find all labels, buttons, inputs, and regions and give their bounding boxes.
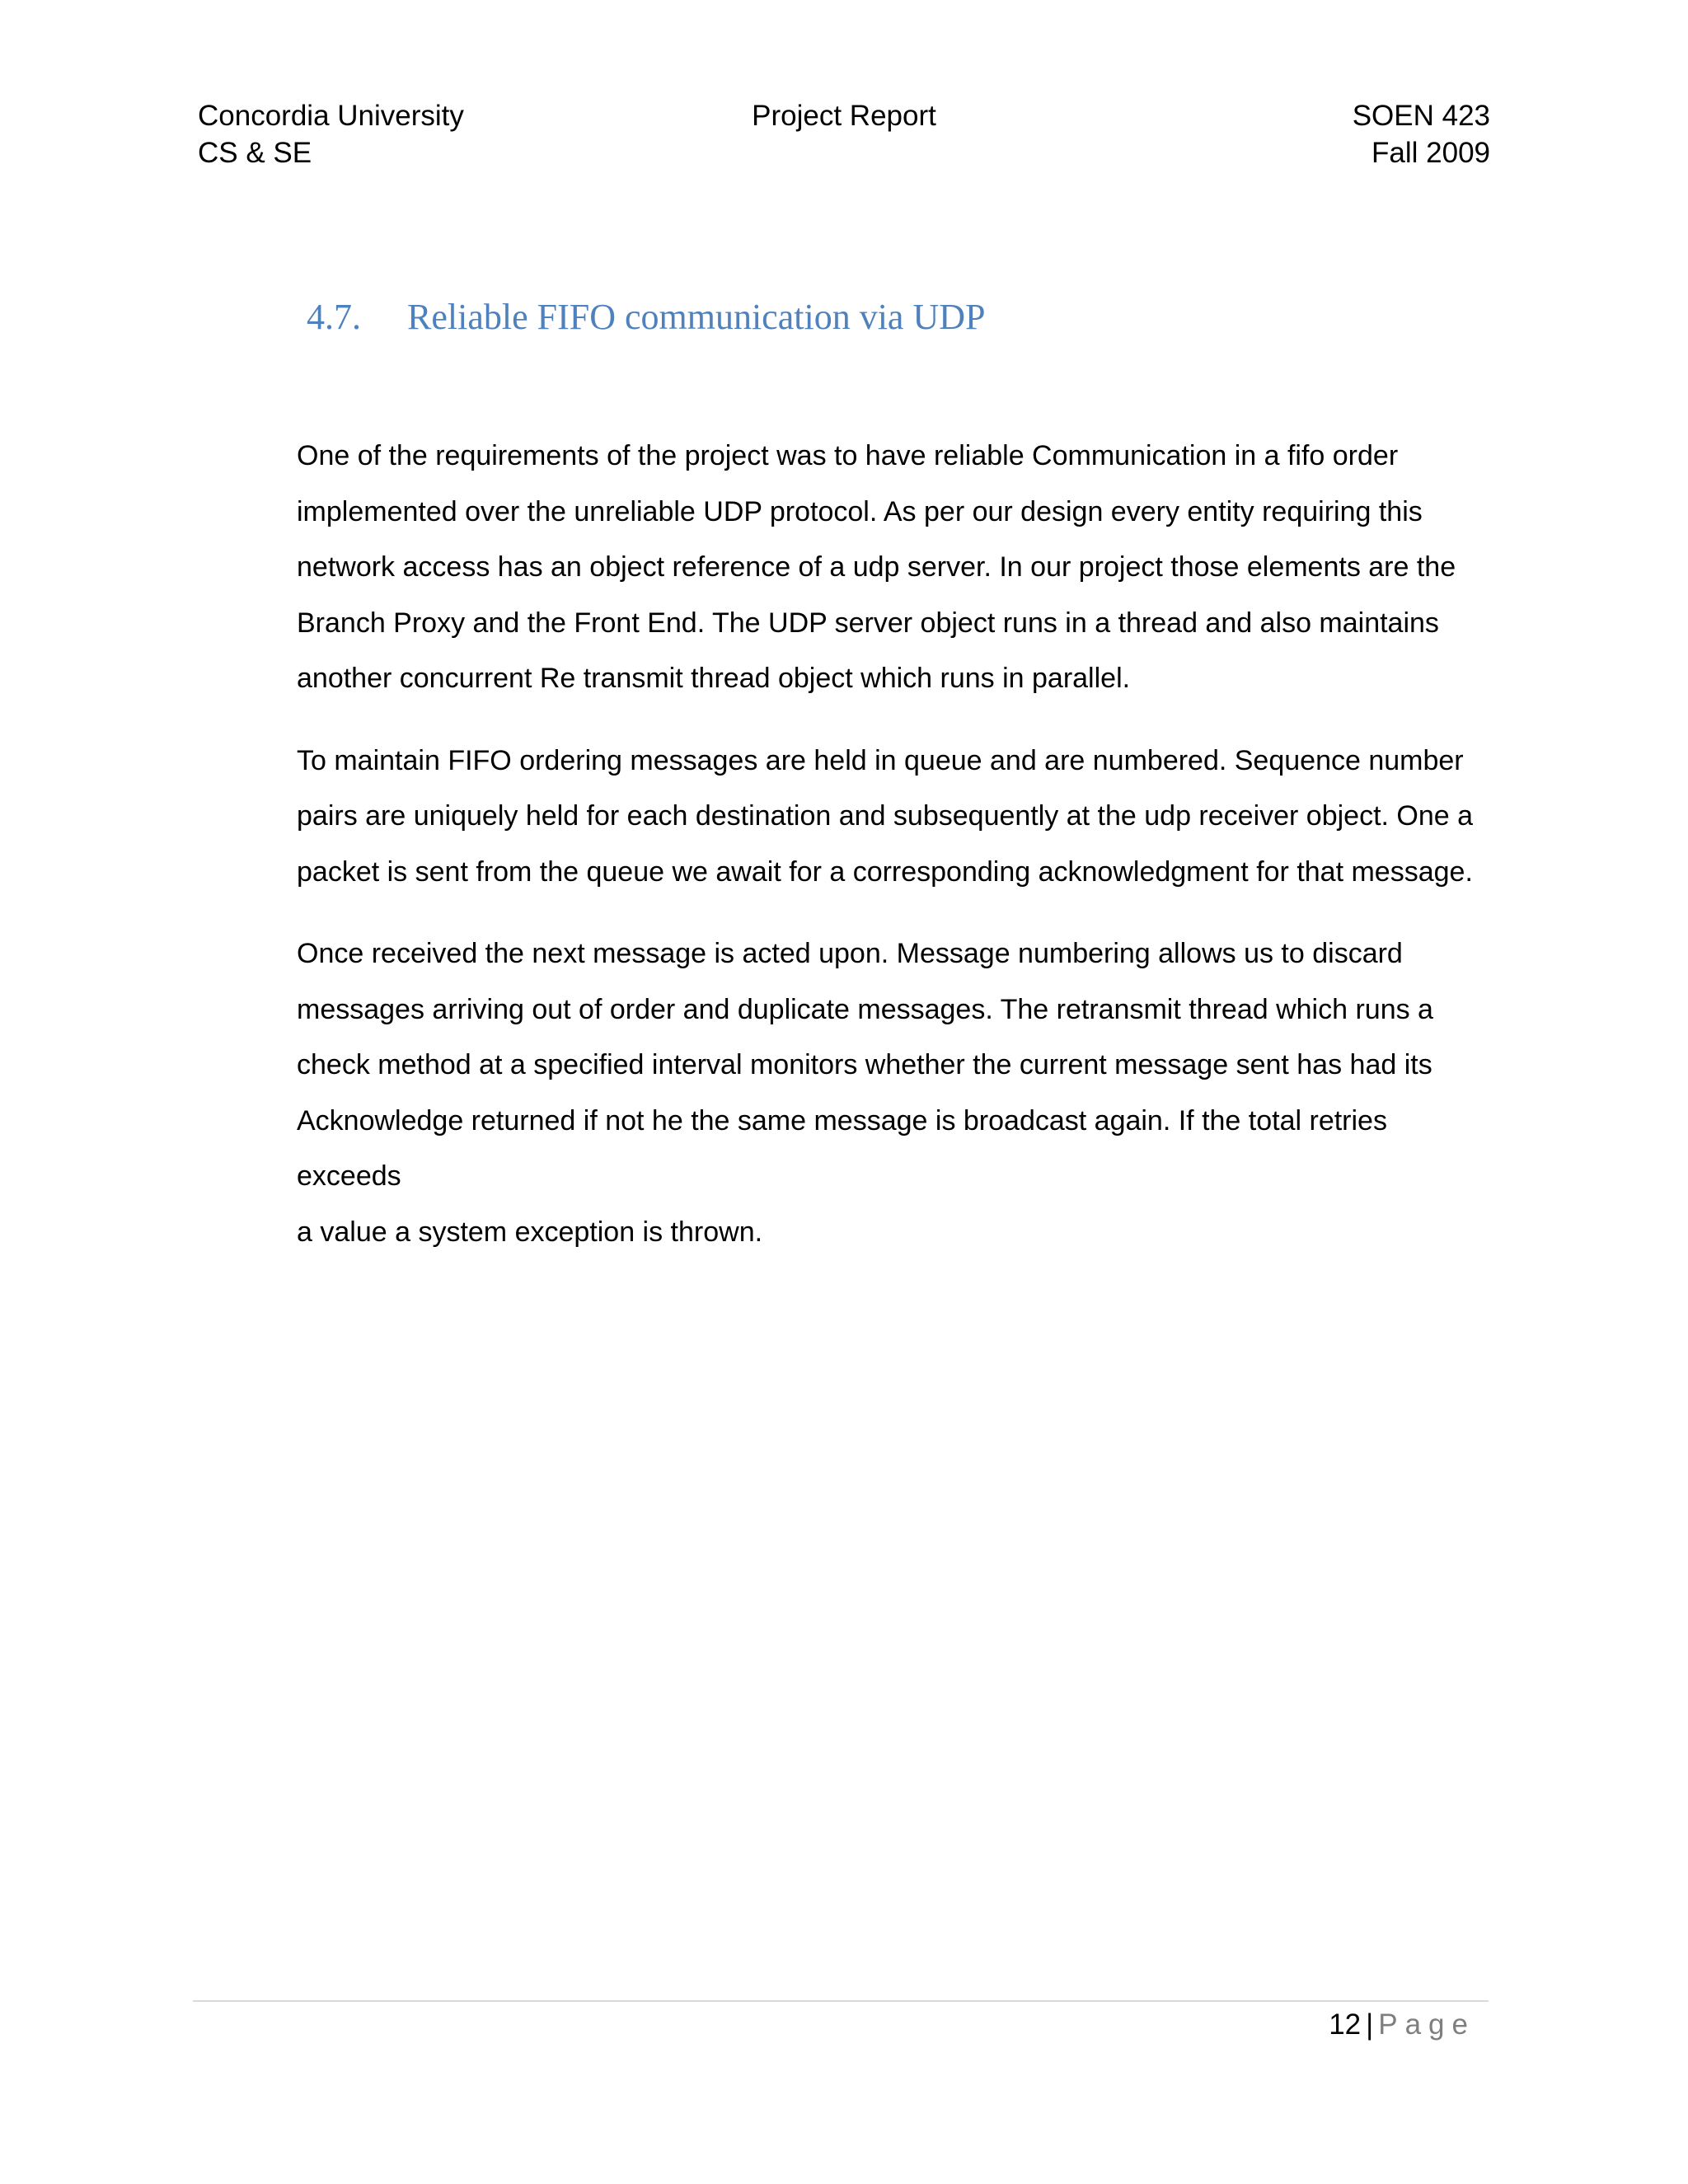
page-number: 12 bbox=[1329, 2008, 1362, 2041]
page-header bbox=[198, 97, 1490, 180]
section-heading bbox=[307, 293, 985, 342]
section-number: 4.7. bbox=[307, 297, 361, 337]
paragraph-1: One of the requirements of the project was to have reliable Communication in a fifo order implemented over the unreliable UDP protocol. As per our design every entity requiring this network access has an object reference of a udp server. In our project those elements are the Branch Proxy and the Front End. The UDP server object runs in a thread and also maintains another concurrent Re transmit thread object which runs in parallel. bbox=[297, 440, 1456, 694]
header-doc-type: Project Report bbox=[752, 100, 936, 132]
footer-separator: | bbox=[1366, 2008, 1374, 2041]
footer-divider bbox=[193, 2000, 1489, 2002]
header-center bbox=[198, 97, 1490, 134]
paragraph-3: Once received the next message is acted upon. Message numbering allows us to discard messages arriving out of order and duplicate messages. The retransmit thread which runs a check method at a specified interval monitors whether the current message sent has had its Acknowledge returned if not he the same message is broadcast again. If the total retries exceeds a value a system exception is thrown. bbox=[297, 938, 1433, 1248]
page-label: Page bbox=[1378, 2008, 1475, 2041]
page-footer bbox=[1329, 2004, 1475, 2046]
section-body bbox=[297, 429, 1492, 1286]
header-term: Fall 2009 bbox=[1372, 137, 1490, 169]
header-course: SOEN 423 bbox=[1352, 100, 1490, 132]
section-title: Reliable FIFO communication via UDP bbox=[407, 297, 986, 337]
header-department: CS & SE bbox=[198, 137, 312, 169]
paragraph-2: To maintain FIFO ordering messages are held in queue and are numbered. Sequence number pairs are uniquely held for each destination and subsequently at the udp receiver object. One a packet is sent from the queue we await for a corresponding acknowledgment for that message. bbox=[297, 744, 1474, 888]
header-university: Concordia University bbox=[198, 100, 464, 132]
header-right bbox=[1353, 97, 1490, 171]
